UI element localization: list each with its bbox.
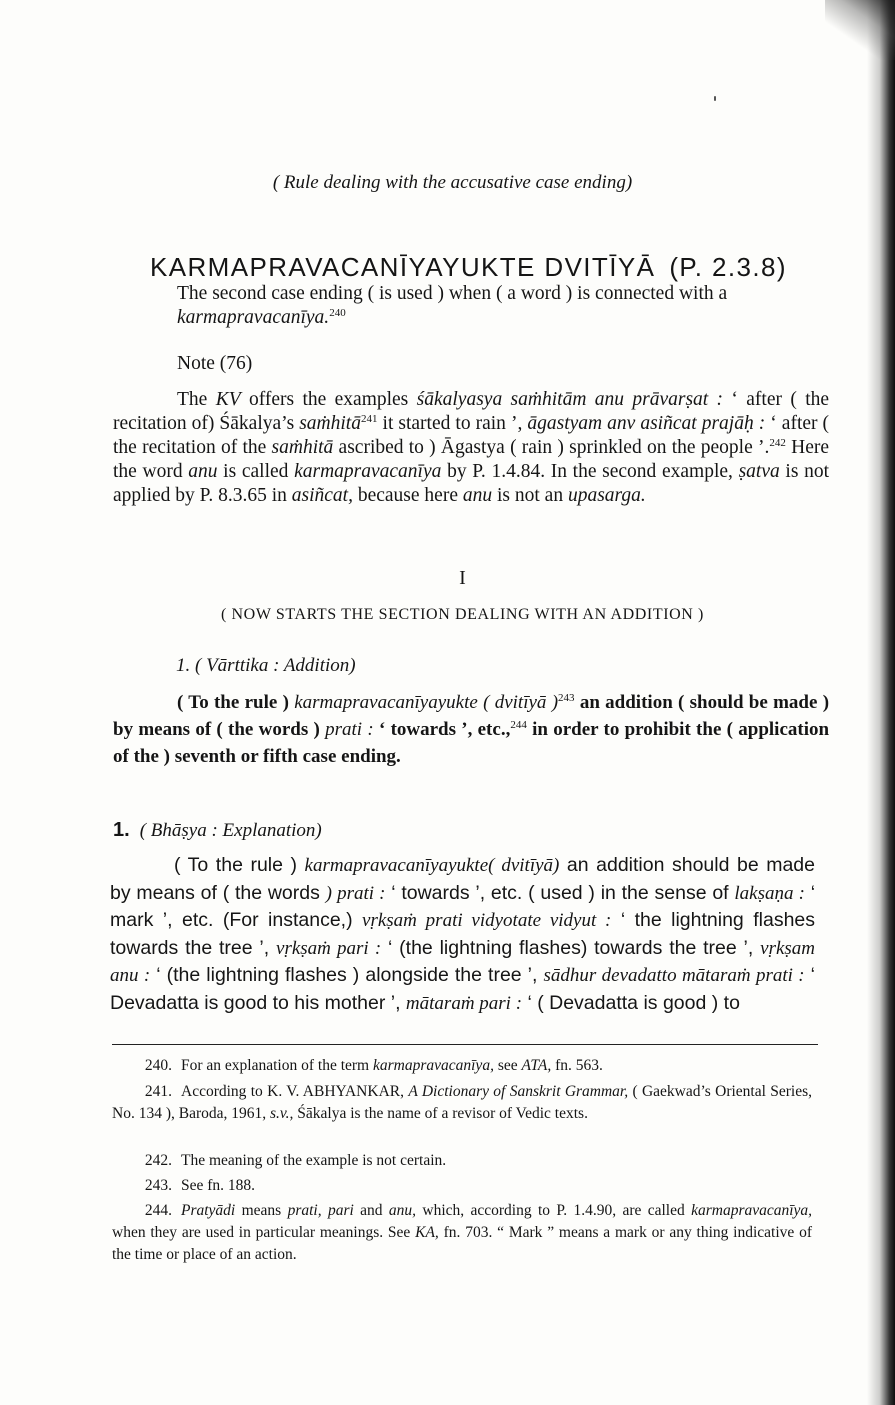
text: ascribed to ) Āgastya ( rain ) sprinkled on the people ’.: [338, 437, 770, 458]
rule-translation: [177, 282, 777, 330]
term: KA,: [415, 1224, 439, 1241]
bhasya-text: [110, 852, 815, 1017]
term: anu: [188, 461, 218, 482]
text: ‘ after ( the recitation of the: [113, 413, 830, 458]
text: ‘ Devadatta is good to his mother ’,: [110, 964, 815, 1014]
text: Here the word: [113, 437, 829, 482]
term: s.v.,: [270, 1105, 294, 1122]
text: ( To the rule ): [174, 854, 297, 876]
term: ṣatva: [738, 461, 780, 482]
text: ‘ (the lightning flashes) towards the tree ’,: [388, 936, 754, 959]
bhasya-number: 1.: [113, 819, 130, 841]
footnote-ref: 244: [510, 719, 527, 731]
text: ‘ mark ’, etc. (For instance,): [110, 881, 816, 931]
footnote-ref: 240: [329, 307, 346, 319]
book-title: A Dictionary of Sanskrit Grammar,: [408, 1083, 629, 1100]
varttika-label: 1. ( Vārttika : Addition): [176, 655, 356, 676]
term: upasarga.: [567, 485, 646, 506]
text: an addition should be made by means of ( the words: [110, 854, 815, 904]
text: by P. 1.4.84. In the second example,: [447, 461, 733, 482]
footnote-243: [112, 1175, 812, 1197]
text: ‘ (the lightning flashes ) alongside the tree ’,: [156, 964, 538, 986]
kv-abbrev: KV: [215, 389, 241, 410]
term: prati, pari: [287, 1202, 354, 1219]
term: karmapravacanīya,: [691, 1202, 813, 1219]
text: ( To the rule ): [177, 692, 289, 713]
text: ‘ ( Devadatta is good ) to: [527, 991, 740, 1014]
text: and: [360, 1202, 383, 1219]
bhasya-title: ( Bhāṣya : Explanation): [139, 820, 322, 841]
term: Pratyādi: [181, 1202, 236, 1219]
text: is called: [223, 461, 289, 482]
scan-speck: [714, 96, 716, 101]
text: offers the examples: [248, 389, 409, 410]
example: vṛkṣam anu :: [110, 937, 816, 986]
text: see: [497, 1057, 518, 1074]
text: ‘ towards ’, etc. ( used ) in the sense of: [391, 881, 729, 904]
example-1: śākalyasya saṁhitām anu prāvarṣat :: [416, 389, 724, 410]
rule-reference: (P. 2.3.8): [669, 252, 787, 282]
text: means: [241, 1202, 282, 1219]
text: fn. 563.: [555, 1057, 603, 1074]
term: anu,: [388, 1202, 417, 1219]
footnote-number: 240.: [144, 1057, 172, 1074]
text: ‘ the lightning flashes towards the tree ’,: [110, 909, 816, 959]
subtitle: ( Rule dealing with the accusative case ending): [272, 172, 633, 193]
section-heading: ( NOW STARTS THE SECTION DEALING WITH AN ADDITION ): [221, 606, 704, 623]
footnote-number: 242.: [144, 1152, 172, 1169]
footnote-ref: 242: [769, 437, 786, 449]
term: asiñcat,: [291, 485, 353, 506]
scan-edge-shadow: [867, 0, 895, 1405]
term: karmapravacanīyayukte( dvitīyā): [304, 855, 560, 876]
term: karmapravacanīya,: [372, 1057, 494, 1074]
bhasya-label: [113, 819, 322, 842]
text: is not an: [496, 485, 564, 506]
rule-text-pre: The second case ending ( is used ) when ( a word ) is connected with a: [177, 283, 728, 304]
text: when they are used in particular meanings. See: [112, 1224, 411, 1241]
example: vṛkṣaṁ pari :: [276, 937, 382, 959]
term: lakṣaṇa :: [734, 882, 805, 904]
term: ) prati :: [325, 882, 386, 904]
section-number: I: [459, 567, 466, 589]
term: anu: [462, 485, 493, 506]
footnote-number: 244.: [144, 1202, 172, 1219]
text: which, according to P. 1.4.90, are called: [422, 1202, 685, 1219]
term: prati :: [325, 719, 374, 740]
text: an addition ( should be made ) by means of ( the words ): [113, 692, 830, 740]
example: mātaraṁ pari :: [405, 992, 523, 1014]
text: because here: [357, 485, 458, 506]
term: karmapravacanīyayukte ( dvitīyā ): [294, 692, 559, 713]
footnote-number: 241.: [144, 1083, 172, 1100]
term: karmapravacanīya: [294, 461, 442, 482]
text: it started to rain ’,: [382, 413, 523, 434]
footnote-242: [112, 1150, 812, 1172]
term: saṁhitā: [299, 413, 361, 434]
footnote-ref: 243: [558, 692, 575, 704]
text: According to K. V. ABHYANKAR,: [181, 1083, 404, 1100]
text: is not applied by P. 8.3.65 in: [113, 461, 830, 506]
rule-heading: [150, 252, 787, 283]
example: sādhur devadatto mātaraṁ prati :: [543, 965, 805, 986]
footnote-number: 243.: [144, 1177, 172, 1194]
footnote-241: [112, 1081, 812, 1125]
note-label: Note (76): [177, 353, 253, 374]
rule-title: KARMAPRAVACANĪYAYUKTE DVITĪYĀ: [150, 252, 656, 282]
text: See fn. 188.: [181, 1177, 256, 1194]
text: in order to prohibit the ( application of the ) seventh or fifth case ending.: [113, 719, 830, 767]
note-paragraph: [113, 388, 829, 508]
text: ‘ towards ’, etc.,: [378, 719, 511, 740]
text: Śākalya is the name of a revisor of Vedic texts.: [297, 1105, 588, 1122]
footnote-240: [112, 1055, 812, 1077]
text: fn. 703. “ Mark ” means a mark or any thing indicative of the time or place of an action.: [112, 1224, 813, 1263]
text: The: [177, 389, 208, 410]
text: The meaning of the example is not certain.: [181, 1152, 447, 1169]
footnote-244: [112, 1200, 812, 1266]
term: saṁhitā: [271, 437, 334, 458]
scan-corner-shadow: [825, 0, 895, 60]
text: ( Gaekwad’s Oriental Series, No. 134 ), Baroda, 1961,: [112, 1083, 812, 1122]
footnote-divider: [112, 1044, 818, 1045]
example: vṛkṣaṁ prati vidyotate vidyut :: [362, 910, 612, 931]
varttika-text: [113, 689, 829, 770]
term: ATA,: [521, 1057, 552, 1074]
text: ‘ after ( the recitation of) Śākalya’s: [113, 389, 830, 434]
text: For an explanation of the term: [181, 1057, 370, 1074]
footnote-ref: 241: [360, 413, 378, 425]
rule-term: karmapravacanīya.: [177, 307, 330, 328]
example-2: āgastyam anv asiñcat prajāḥ :: [527, 413, 766, 434]
